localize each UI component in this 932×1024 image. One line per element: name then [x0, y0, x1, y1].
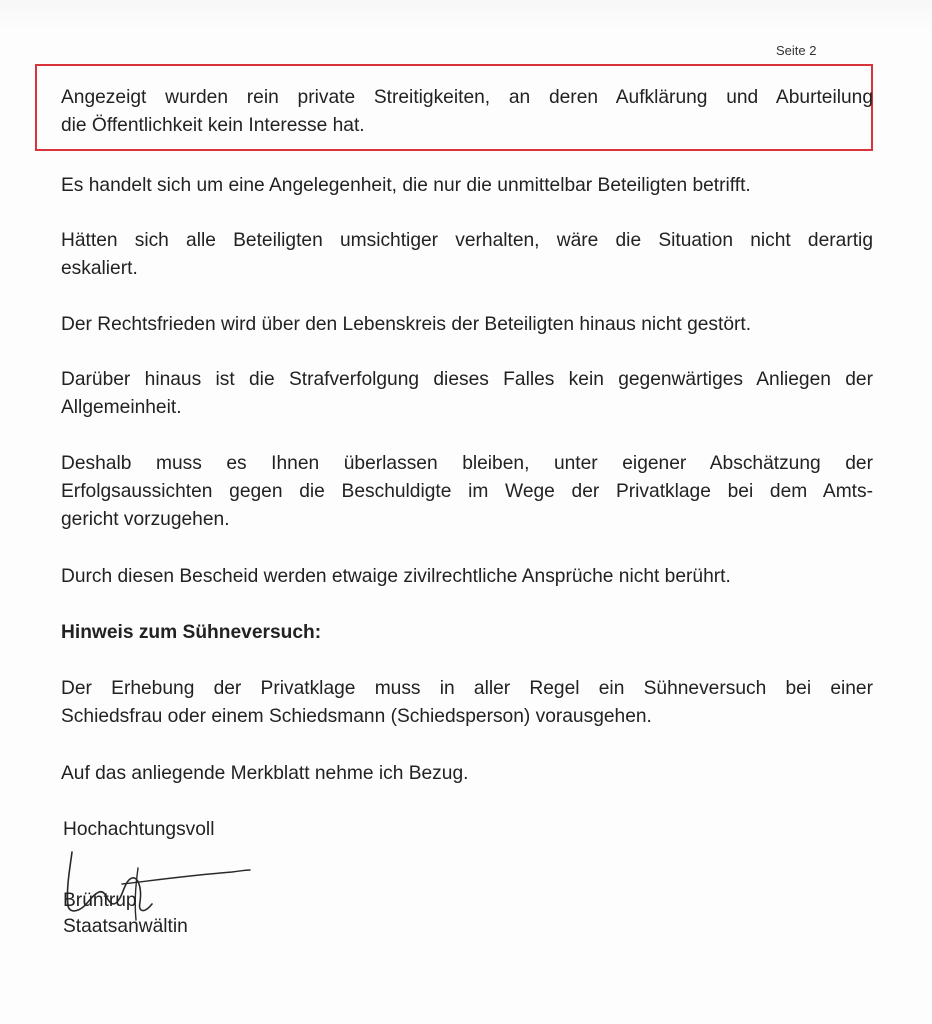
paragraph-line: Deshalb muss es Ihnen überlassen bleiben, unter eigener Abschätzung der: [61, 453, 873, 474]
paragraph-line: eskaliert.: [61, 258, 138, 279]
notice-heading: Hinweis zum Sühneversuch:: [61, 622, 322, 643]
paragraph-matter: [61, 172, 873, 200]
paragraph-line: Es handelt sich um eine Angelegenheit, die nur die unmittelbar Beteiligten betrifft.: [61, 175, 751, 196]
paragraph-line: gericht vorzugehen.: [61, 509, 230, 530]
paragraph-line: Der Rechtsfrieden wird über den Lebenskreis der Beteiligten hinaus nicht gestört.: [61, 314, 752, 335]
highlighted-line: Angezeigt wurden rein private Streitigkeiten, an deren Aufklärung und Aburteilung: [61, 87, 873, 108]
paragraph-conciliation: [61, 675, 873, 731]
paragraph-public-interest: [61, 366, 873, 422]
paragraph-line: Hätten sich alle Beteiligten umsichtiger verhalten, wäre die Situation nicht derartig: [61, 230, 873, 251]
highlighted-paragraph: [61, 84, 873, 140]
highlighted-line: die Öffentlichkeit kein Interesse hat.: [61, 115, 365, 136]
closing-salutation: Hochachtungsvoll: [63, 819, 215, 840]
paragraph-line: Darüber hinaus ist die Strafverfolgung dieses Falles kein gegenwärtiges Anliegen der: [61, 369, 873, 390]
paragraph-civil-claims: [61, 563, 873, 591]
paragraph-line: Allgemeinheit.: [61, 397, 182, 418]
signer-name: Brüntrup: [63, 890, 137, 911]
paragraph-legal-peace: [61, 311, 873, 339]
paragraph-line: Durch diesen Bescheid werden etwaige zivilrechtliche Ansprüche nicht berührt.: [61, 566, 731, 587]
page-number: Seite 2: [776, 43, 817, 58]
paragraph-line: Auf das anliegende Merkblatt nehme ich Bezug.: [61, 763, 469, 784]
paragraph-leaflet-reference: [61, 760, 873, 788]
paragraph-line: Erfolgsaussichten gegen die Beschuldigte im Wege der Privatklage bei dem Amts-: [61, 481, 873, 502]
paragraph-escalation: [61, 227, 873, 283]
paragraph-line: Der Erhebung der Privatklage muss in aller Regel ein Sühneversuch bei einer: [61, 678, 873, 699]
signer-title: Staatsanwältin: [63, 916, 188, 937]
paragraph-line: Schiedsfrau oder einem Schiedsmann (Schiedsperson) vorausgehen.: [61, 706, 652, 727]
paragraph-private-action: [61, 450, 873, 534]
